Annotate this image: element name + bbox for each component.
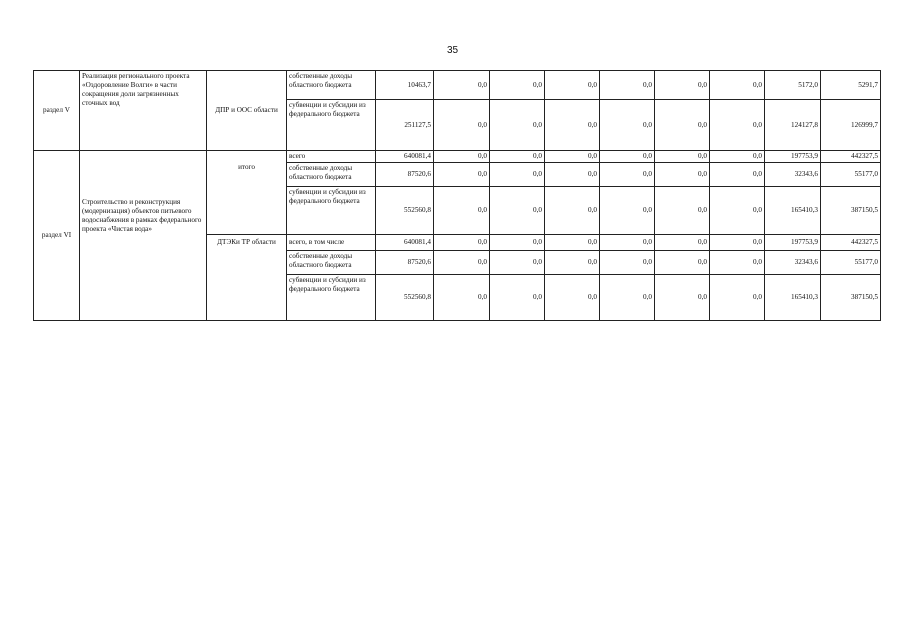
value-cell: 0,0: [490, 71, 545, 100]
value-cell: 126999,7: [821, 100, 881, 151]
value-cell: 0,0: [655, 251, 710, 275]
value-cell: 32343,6: [765, 251, 821, 275]
value-cell: 0,0: [655, 151, 710, 163]
source-cell: субвенции и субсидии из федерального бюджета: [287, 275, 376, 321]
value-cell: 0,0: [434, 163, 490, 187]
executor-cell: ДПР и ООС области: [207, 71, 287, 151]
section-title: Реализация регионального проекта «Оздоровление Волги» в части сокращения доли загрязненных сточных вод: [80, 71, 207, 151]
section-title: Строительство и реконструкция (модернизация) объектов питьевого водоснабжения в рамках федерального проекта «Чистая вода»: [80, 151, 207, 321]
source-cell: собственные доходы областного бюджета: [287, 163, 376, 187]
value-cell: 0,0: [490, 151, 545, 163]
value-cell: 0,0: [600, 235, 655, 251]
value-cell: 0,0: [490, 235, 545, 251]
section-label: раздел V: [34, 71, 80, 151]
value-cell: 0,0: [710, 163, 765, 187]
value-cell: 0,0: [434, 151, 490, 163]
value-cell: 0,0: [545, 100, 600, 151]
value-cell: 0,0: [710, 187, 765, 235]
table-row: [34, 71, 881, 100]
value-cell: 5291,7: [821, 71, 881, 100]
table-row: [34, 151, 881, 163]
value-cell: 0,0: [600, 100, 655, 151]
value-cell: 87520,6: [376, 251, 434, 275]
value-cell: 0,0: [434, 187, 490, 235]
value-cell: 0,0: [710, 275, 765, 321]
value-cell: 165410,3: [765, 275, 821, 321]
value-cell: 0,0: [434, 71, 490, 100]
source-cell: субвенции и субсидии из федерального бюджета: [287, 100, 376, 151]
value-cell: 0,0: [545, 71, 600, 100]
value-cell: 387150,5: [821, 187, 881, 235]
source-cell: собственные доходы областного бюджета: [287, 251, 376, 275]
budget-table: [33, 70, 881, 321]
value-cell: 0,0: [490, 187, 545, 235]
value-cell: 0,0: [490, 100, 545, 151]
source-cell: всего, в том числе: [287, 235, 376, 251]
value-cell: 165410,3: [765, 187, 821, 235]
value-cell: 0,0: [434, 100, 490, 151]
value-cell: 0,0: [655, 187, 710, 235]
value-cell: 87520,6: [376, 163, 434, 187]
source-cell: всего: [287, 151, 376, 163]
value-cell: 197753,9: [765, 151, 821, 163]
value-cell: 0,0: [710, 100, 765, 151]
value-cell: 0,0: [600, 151, 655, 163]
value-cell: 10463,7: [376, 71, 434, 100]
value-cell: 0,0: [600, 275, 655, 321]
value-cell: 442327,5: [821, 235, 881, 251]
value-cell: 0,0: [434, 275, 490, 321]
section-label: раздел VI: [34, 151, 80, 321]
value-cell: 55177,0: [821, 163, 881, 187]
value-cell: 251127,5: [376, 100, 434, 151]
value-cell: 32343,6: [765, 163, 821, 187]
value-cell: 0,0: [600, 71, 655, 100]
value-cell: 0,0: [710, 71, 765, 100]
value-cell: 0,0: [545, 163, 600, 187]
page-number: 35: [446, 45, 459, 56]
value-cell: 0,0: [710, 235, 765, 251]
value-cell: 0,0: [710, 151, 765, 163]
value-cell: 0,0: [710, 251, 765, 275]
value-cell: 0,0: [545, 251, 600, 275]
value-cell: 640081,4: [376, 235, 434, 251]
value-cell: 552560,8: [376, 275, 434, 321]
value-cell: 5172,0: [765, 71, 821, 100]
table-body: [34, 71, 881, 321]
executor-cell: итого: [207, 151, 287, 235]
value-cell: 0,0: [655, 71, 710, 100]
value-cell: 0,0: [490, 275, 545, 321]
value-cell: 0,0: [434, 235, 490, 251]
value-cell: 0,0: [655, 163, 710, 187]
value-cell: 640081,4: [376, 151, 434, 163]
value-cell: 0,0: [655, 235, 710, 251]
value-cell: 552560,8: [376, 187, 434, 235]
source-cell: собственные доходы областного бюджета: [287, 71, 376, 100]
value-cell: 0,0: [600, 163, 655, 187]
value-cell: 197753,9: [765, 235, 821, 251]
value-cell: 0,0: [434, 251, 490, 275]
value-cell: 55177,0: [821, 251, 881, 275]
value-cell: 387150,5: [821, 275, 881, 321]
value-cell: 0,0: [545, 187, 600, 235]
value-cell: 0,0: [600, 251, 655, 275]
executor-cell: ДТЭКи ТР области: [207, 235, 287, 321]
value-cell: 0,0: [600, 187, 655, 235]
value-cell: 0,0: [655, 100, 710, 151]
value-cell: 0,0: [655, 275, 710, 321]
value-cell: 0,0: [545, 151, 600, 163]
value-cell: 0,0: [545, 275, 600, 321]
value-cell: 0,0: [490, 163, 545, 187]
value-cell: 442327,5: [821, 151, 881, 163]
value-cell: 0,0: [490, 251, 545, 275]
source-cell: субвенции и субсидии из федерального бюджета: [287, 187, 376, 235]
value-cell: 0,0: [545, 235, 600, 251]
value-cell: 124127,8: [765, 100, 821, 151]
